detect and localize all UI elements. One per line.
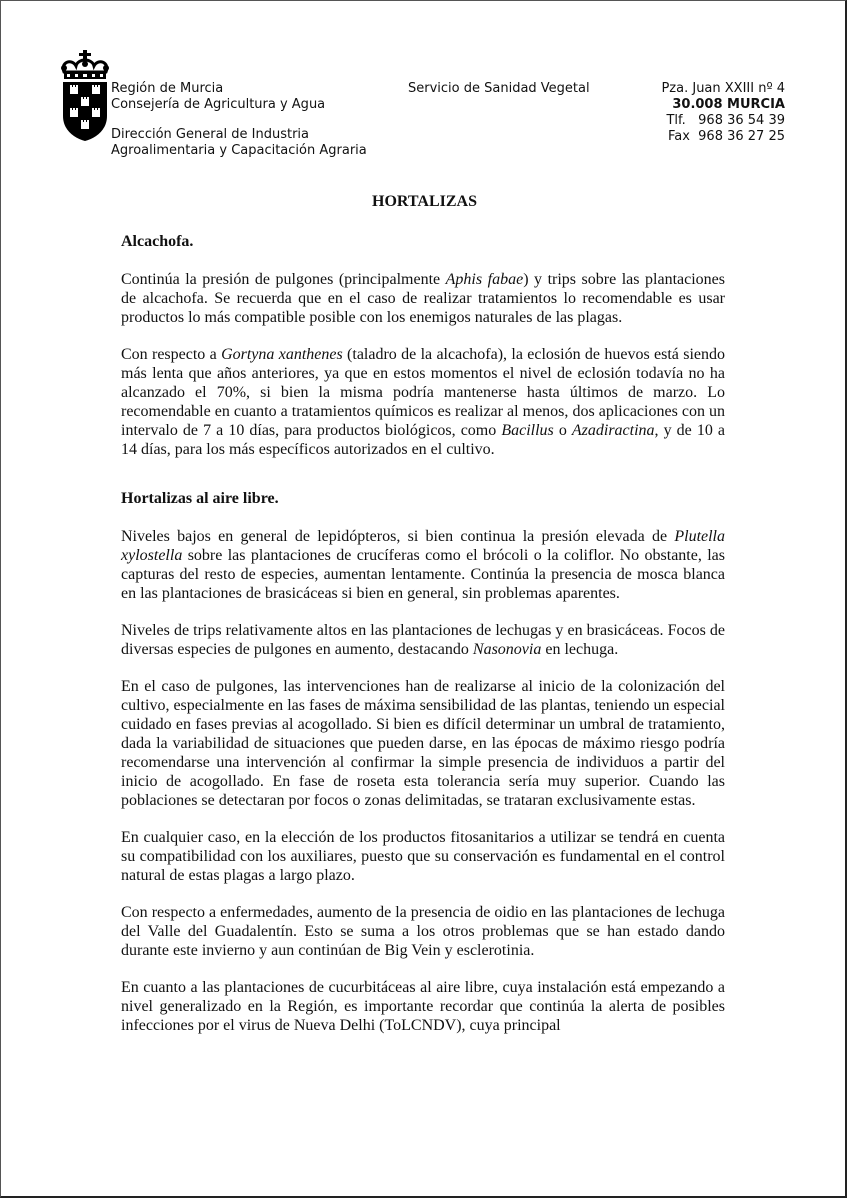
paragraph: En cualquier caso, en la elección de los productos fitosanitarios a utilizar se tendrá en cuenta su compatibilidad con los auxiliares, puesto que su conservación es fundamental en el control natural de estas plagas a largo plazo.: [121, 829, 725, 884]
service-name: Servicio de Sanidad Vegetal: [408, 81, 590, 96]
address-block: [661, 81, 785, 145]
address-city: 30.008 MURCIA: [672, 97, 785, 112]
address-fax: Fax 968 36 27 25: [667, 129, 785, 144]
org-line-2: Consejería de Agricultura y Agua: [111, 97, 326, 112]
page-title: HORTALIZAS: [372, 193, 477, 210]
address-phone: Tlf. 968 36 54 39: [666, 113, 785, 128]
org-line-3: Dirección General de Industria: [111, 127, 310, 142]
paragraph: Con respecto a Gortyna xanthenes (taladro de la alcachofa), la eclosión de huevos está siendo más lenta que años anteriores, ya que en estos momentos el nivel de eclosión todavía no ha alcanzado el 70%, si bien la misma podría mantenerse hasta últimos de marzo. Lo recomendable en cuanto a tratamientos químicos es realizar al menos, dos aplicaciones con un intervalo de 7 a 10 días, para productos biológicos, como Bacillus o Azadiractina, y de 10 a 14 días, para los más específicos autorizados en el cultivo.: [121, 346, 725, 458]
section-heading-hortalizas-aire-libre: Hortalizas al aire libre.: [121, 490, 279, 507]
org-line-4: Agroalimentaria y Capacitación Agraria: [111, 143, 367, 158]
paragraph: En cuanto a las plantaciones de cucurbitáceas al aire libre, cuya instalación está empezando a nivel generalizado en la Región, es importante recordar que continúa la alerta de posibles infecciones por el virus de Nueva Delhi (ToLCNDV), cuya principal: [121, 979, 725, 1034]
paragraph: Continúa la presión de pulgones (principalmente Aphis fabae) y trips sobre las plantaciones de alcachofa. Se recuerda que en el caso de realizar tratamientos lo recomendable es usar productos lo más compatible posible con los enemigos naturales de las plagas.: [121, 271, 726, 326]
section-heading-alcachofa: Alcachofa.: [121, 233, 194, 250]
document-body: [121, 232, 725, 1053]
address-street: Pza. Juan XXIII nº 4: [661, 81, 785, 96]
region-murcia-crest-icon: [58, 50, 112, 142]
paragraph: Con respecto a enfermedades, aumento de la presencia de oidio en las plantaciones de lechuga del Valle del Guadalentín. Esto se suma a los otros problemas que se han estado dando durante este invierno y aun continúan de Big Vein y esclerotinia.: [121, 904, 725, 959]
org-line-1: Región de Murcia: [111, 81, 224, 96]
paragraph: Niveles de trips relativamente altos en las plantaciones de lechugas y en brasicáceas. Focos de diversas especies de pulgones en aumento, destacando Nasonovia en lechuga.: [121, 622, 725, 658]
paragraph: En el caso de pulgones, las intervenciones han de realizarse al inicio de la colonización del cultivo, especialmente en las fases de máxima sensibilidad de las plantas, teniendo un especial cuidado en fases previas al acogollado. Si bien es difícil determinar un umbral de tratamiento, dada la variabilidad de situaciones que pueden darse, en las épocas de máximo riesgo podría recomendarse una intervención al confirmar la simple presencia de individuos a partir del inicio de acogollado. En fase de roseta esta tolerancia sería muy superior. Cuando las poblaciones se detectaran por focos o zonas delimitadas, se trataran exclusivamente estas.: [121, 678, 725, 809]
organisation-block: [111, 81, 367, 159]
paragraph: Niveles bajos en general de lepidópteros, si bien continua la presión elevada de Plutella xylostella sobre las plantaciones de crucíferas como el brócoli o la coliflor. No obstante, las capturas del resto de especies, aumentan lentamente. Continúa la presencia de mosca blanca en las plantaciones de brasicáceas si bien en general, sin problemas aparentes.: [121, 528, 725, 602]
